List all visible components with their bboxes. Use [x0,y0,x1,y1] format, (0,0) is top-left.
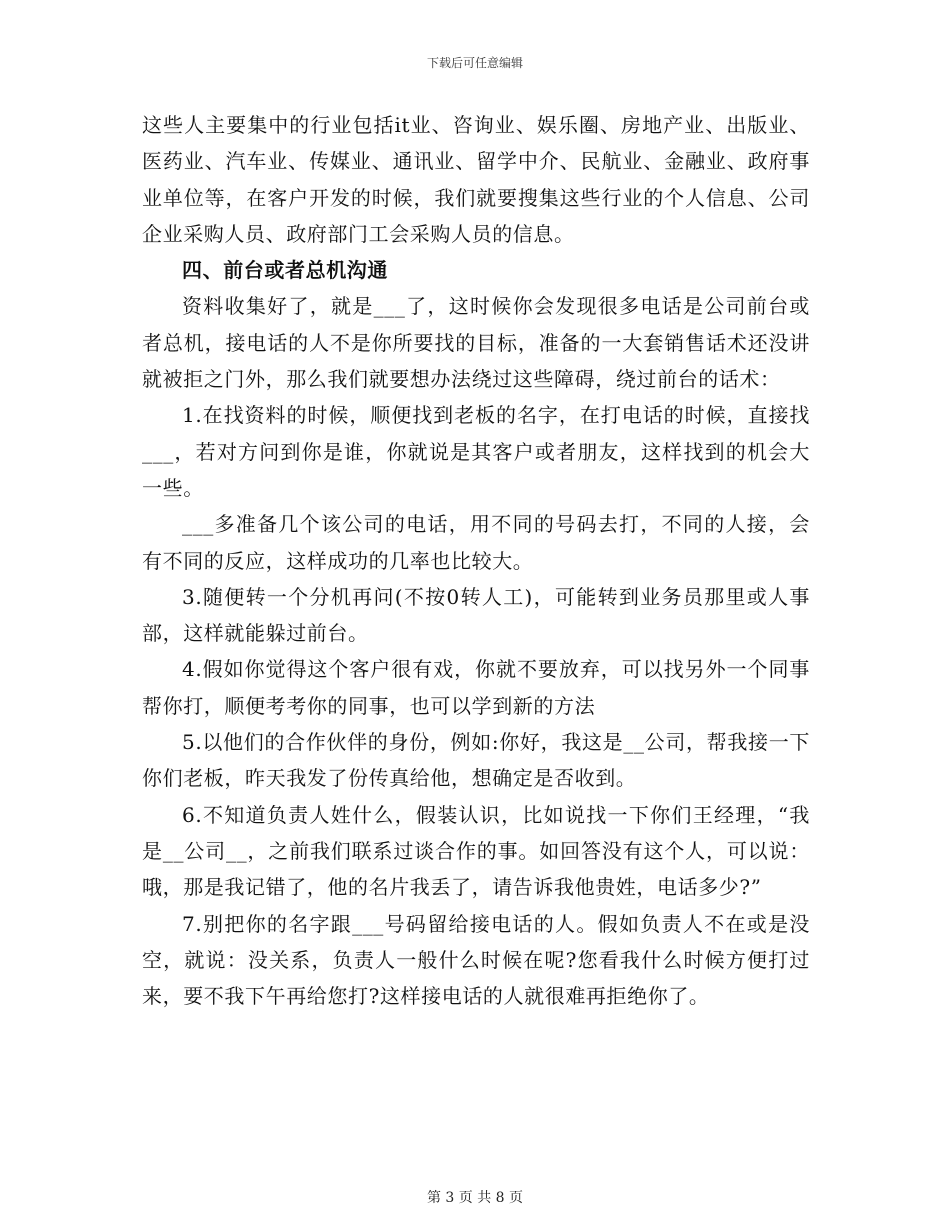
paragraph-industries: 这些人主要集中的行业包括it业、咨询业、娱乐圈、房地产业、出版业、医药业、汽车业、传媒业、通讯业、留学中介、民航业、金融业、政府事业单位等，在客户开发的时候，我们就要搜集这些行业的个人信息、公司企业采购人员、政府部门工会采购人员的信息。 [142,113,810,246]
list-item-6: 6.不知道负责人姓什么，假装认识，比如说找一下你们王经理，“我是__公司__，之前我们联系过谈合作的事。如回答没有这个人，可以说：哦，那是我记错了，他的名片我丢了，请告诉我他贵姓，电话多少?” [142,802,810,900]
paragraph-intro: 资料收集好了，就是___了，这时候你会发现很多电话是公司前台或者总机，接电话的人不是你所要找的目标，准备的一大套销售话术还没讲就被拒之门外，那么我们就要想办法绕过这些障碍，绕过前台的话术： [142,294,810,392]
list-item-1: 1.在找资料的时候，顺便找到老板的名字，在打电话的时候，直接找___，若对方问到你是谁，你就说是其客户或者朋友，这样找到的机会大一些。 [142,403,810,500]
document-body [142,107,810,1014]
page-header: 下载后可任意编辑 [426,56,523,70]
page-footer: 第 3 页 共 8 页 [426,1190,524,1206]
section-heading-reception: 四、前台或者总机沟通 [182,258,388,283]
list-item-2: ___多准备几个该公司的电话，用不同的号码去打，不同的人接，会有不同的反应，这样成功的几率也比较大。 [142,512,810,573]
list-item-5: 5.以他们的合作伙伴的身份，例如:你好，我这是__公司，帮我接一下你们老板，昨天我发了份传真给他，想确定是否收到。 [142,730,810,791]
list-item-7: 7.别把你的名字跟___号码留给接电话的人。假如负责人不在或是没空，就说：没关系，负责人一般什么时候在呢?您看我什么时候方便打过来，要不我下午再给您打?这样接电话的人就很难再拒绝你了。 [142,911,810,1009]
list-item-3: 3.随便转一个分机再问(不按0转人工)，可能转到业务员那里或人事部，这样就能躲过前台。 [142,584,810,646]
list-item-4: 4.假如你觉得这个客户很有戏，你就不要放弃，可以找另外一个同事帮你打，顺便考考你的同事，也可以学到新的方法 [142,657,810,718]
